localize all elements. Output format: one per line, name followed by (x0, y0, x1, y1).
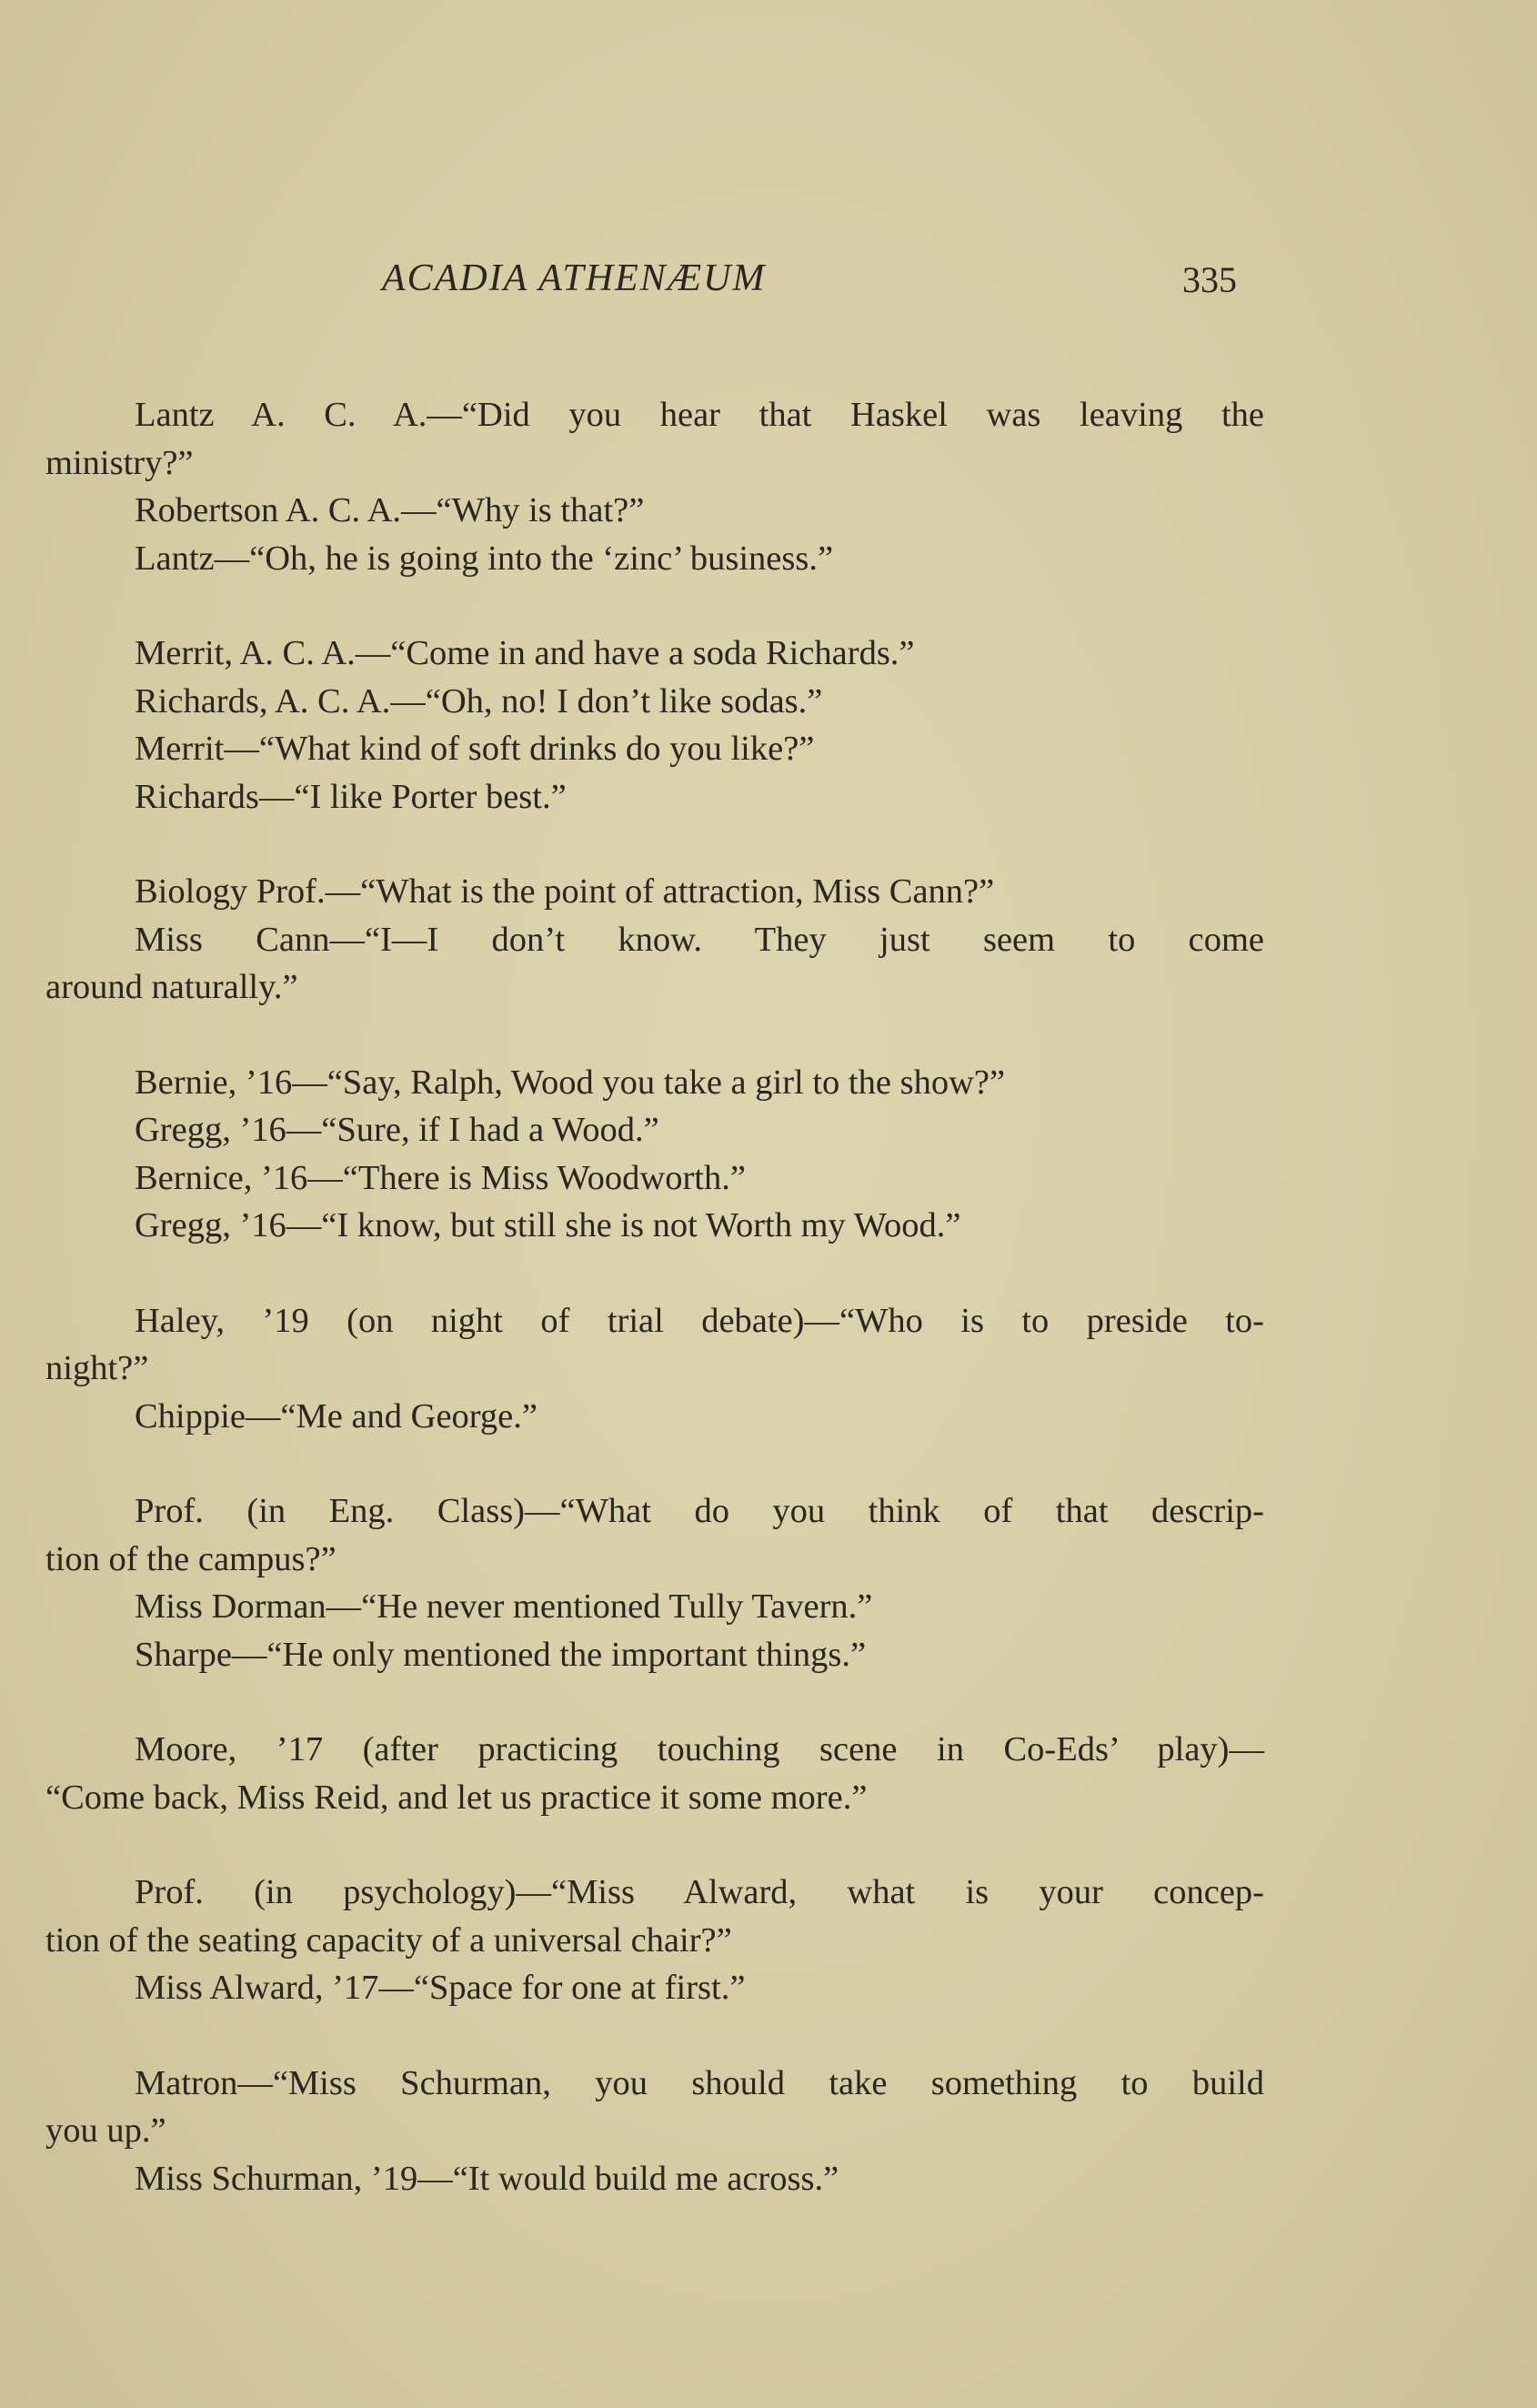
running-title: ACADIA ATHENÆUM (382, 257, 767, 299)
text-line: Matron—“Miss Schurman, you should take something to build (135, 2063, 1264, 2102)
text-line: Prof. (in psychology)—“Miss Alward, what is your concep- (135, 1873, 1264, 1911)
text-line: Chippie—“Me and George.” (135, 1396, 537, 1436)
text-line: Merrit—“What kind of soft drinks do you like?” (135, 730, 815, 768)
paragraph-lantz-robertson (45, 391, 1264, 582)
text-line: Miss Cann—“I—I don’t know. They just seem to come (135, 920, 1264, 959)
paragraph-bernie-gregg (45, 1059, 1264, 1250)
text-line: you up.” (45, 2111, 166, 2150)
page-header (0, 257, 1537, 311)
paragraph-matron (45, 2060, 1264, 2203)
text-line: Sharpe—“He only mentioned the important things.” (135, 1635, 867, 1674)
text-line: Richards—“I like Porter best.” (135, 777, 567, 816)
text-line: Bernice, ’16—“There is Miss Woodworth.” (135, 1158, 746, 1197)
text-line: ministry?” (45, 443, 194, 482)
text-line: around naturally.” (45, 968, 298, 1006)
text-line: Gregg, ’16—“I know, but still she is not Worth my Wood.” (135, 1206, 961, 1244)
text-line: Robertson A. C. A.—“Why is that?” (135, 491, 645, 529)
text-line: Richards, A. C. A.—“Oh, no! I don’t like sodas.” (135, 681, 823, 720)
text-line: tion of the seating capacity of a universal chair?” (45, 1920, 732, 1960)
text-line: Bernie, ’16—“Say, Ralph, Wood you take a girl to the show?” (135, 1063, 1006, 1102)
text-line: Miss Schurman, ’19—“It would build me across.” (135, 2159, 839, 2198)
text-line: night?” (45, 1349, 149, 1387)
text-line: Lantz—“Oh, he is going into the ‘zinc’ business.” (135, 539, 834, 578)
paragraph-merrit-richards (45, 630, 1264, 821)
text-line: Haley, ’19 (on night of trial debate)—“Who is to preside to- (135, 1301, 1264, 1340)
text-line: Gregg, ’16—“Sure, if I had a Wood.” (135, 1111, 659, 1149)
text-line: Biology Prof.—“What is the point of attraction, Miss Cann?” (135, 872, 995, 911)
text-line: Merrit, A. C. A.—“Come in and have a soda Richards.” (135, 634, 915, 672)
text-line: tion of the campus?” (45, 1539, 337, 1578)
text-line: Miss Alward, ’17—“Space for one at first.” (135, 1969, 746, 2007)
body-text (45, 391, 1264, 2250)
page-number: 335 (1182, 259, 1237, 300)
paragraph-eng-class (45, 1487, 1264, 1678)
text-line: Moore, ’17 (after practicing touching scene in Co-Eds’ play)— (135, 1730, 1264, 1768)
text-line: “Come back, Miss Reid, and let us practice it some more.” (45, 1778, 868, 1817)
paragraph-haley-chippie (45, 1297, 1264, 1441)
paragraph-psychology (45, 1869, 1264, 2012)
text-line: Lantz A. C. A.—“Did you hear that Haskel was leaving the (135, 396, 1264, 434)
text-line: Prof. (in Eng. Class)—“What do you think of that descrip- (135, 1492, 1264, 1530)
paragraph-moore (45, 1726, 1264, 1821)
text-line: Miss Dorman—“He never mentioned Tully Tavern.” (135, 1587, 873, 1626)
paragraph-biology-prof (45, 868, 1264, 1012)
